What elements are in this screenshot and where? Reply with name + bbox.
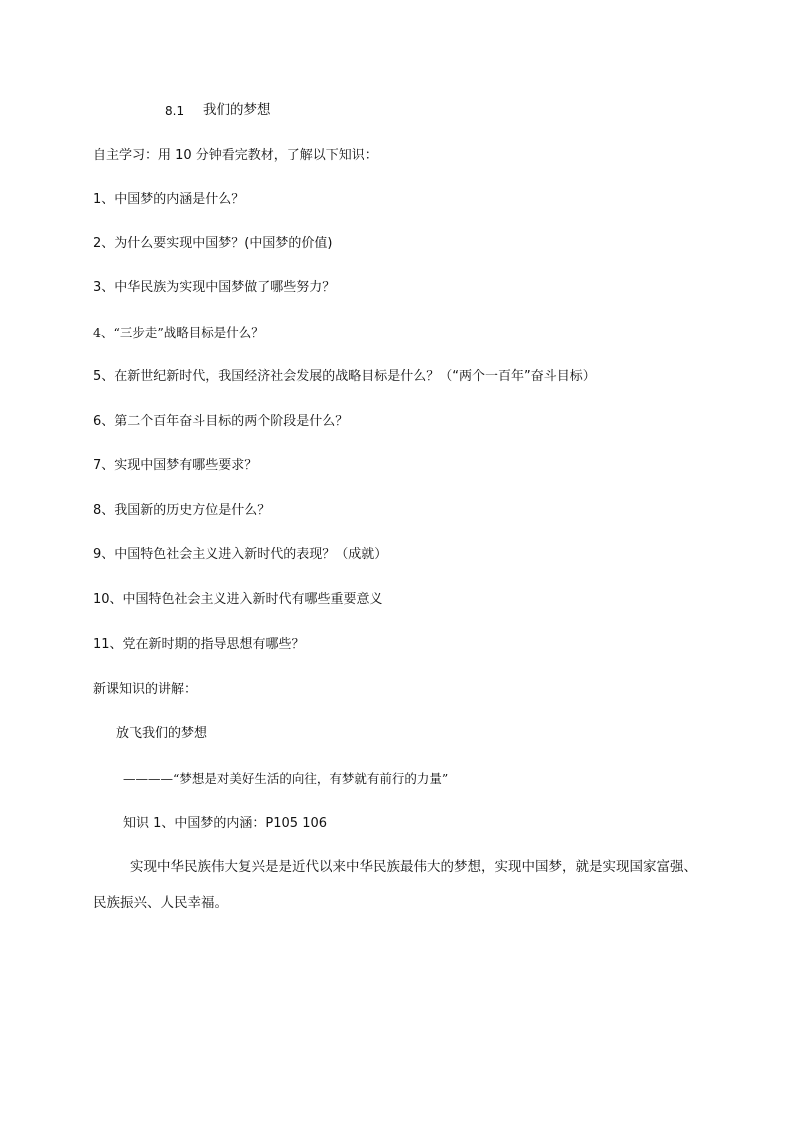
question-4: 4、“三步走”战略目标是什么？ <box>93 325 264 340</box>
question-1: 1、中国梦的内涵是什么？ <box>93 192 245 207</box>
question-11: 11、党在新时期的指导思想有哪些？ <box>93 637 305 652</box>
question-6: 6、第二个百年奋斗目标的两个阶段是什么？ <box>93 414 349 429</box>
question-7: 7、实现中国梦有哪些要求？ <box>93 458 258 473</box>
lesson-title: 我们的梦想 <box>203 102 271 118</box>
self-study-intro: 自主学习：用 10 分钟看完教材，了解以下知识： <box>93 148 378 163</box>
question-10: 10、中国特色社会主义进入新时代有哪些重要意义 <box>93 592 383 607</box>
lecture-heading: 新课知识的讲解： <box>93 682 198 697</box>
section-title: 放飞我们的梦想 <box>116 726 208 741</box>
question-9: 9、中国特色社会主义进入新时代的表现？（成就） <box>93 547 388 562</box>
epigraph: ————“梦想是对美好生活的向往，有梦就有前行的力量” <box>123 771 449 786</box>
question-2: 2、为什么要实现中国梦？(中国梦的价值) <box>93 236 333 251</box>
knowledge-paragraph: 实现中华民族伟大复兴是是近代以来中华民族最伟大的梦想，实现中国梦，就是实现国家富强、民族振兴、人民幸福。 <box>93 859 697 911</box>
question-5: 5、在新世纪新时代，我国经济社会发展的战略目标是什么？（“两个一百年”奋斗目标） <box>93 369 596 384</box>
knowledge-heading: 知识 1、中国梦的内涵：P105 106 <box>123 816 328 831</box>
question-3: 3、中华民族为实现中国梦做了哪些努力？ <box>93 280 336 295</box>
lesson-number: 8.1 <box>165 104 185 118</box>
question-8: 8、我国新的历史方位是什么？ <box>93 503 271 518</box>
